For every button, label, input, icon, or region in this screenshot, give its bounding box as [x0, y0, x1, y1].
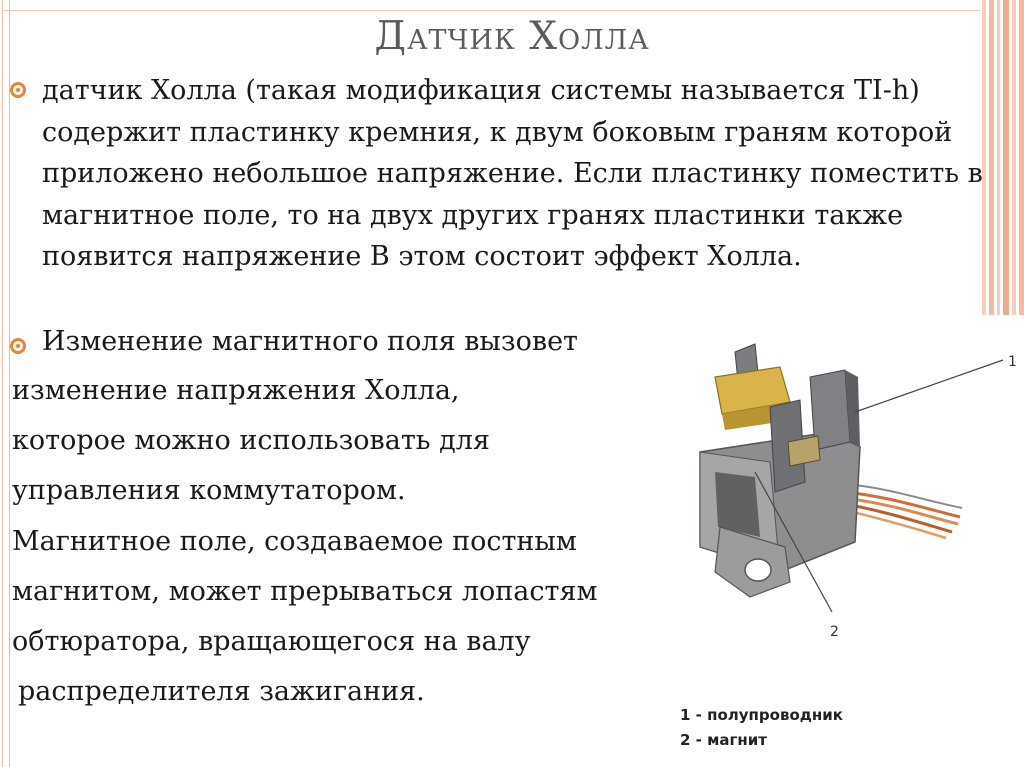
left-border-decoration [2, 0, 10, 767]
sensor-body [700, 344, 860, 597]
paragraph-2-line: изменение напряжения Холла, [12, 375, 460, 406]
bullet-2 [10, 326, 30, 346]
paragraph-2-line: которое можно использовать для [12, 425, 490, 456]
hall-sensor-photo [660, 332, 1020, 762]
paragraph-2-line: управления коммутатором. [12, 475, 406, 506]
paragraph-2-line: Изменение магнитного поля вызовет [42, 326, 578, 357]
legend-item-2: 2 - магнит [680, 731, 767, 749]
callout-2: 2 [830, 624, 839, 640]
bullet-icon [10, 338, 26, 354]
paragraph-2-line: магнитом, может прерываться лопастям [12, 576, 598, 607]
leader-line-1 [855, 360, 1003, 412]
top-border-decoration [2, 0, 980, 11]
paragraph-2-line: Магнитное поле, создаваемое постным [12, 526, 577, 557]
paragraph-hall-sensor [10, 70, 995, 278]
paragraph-2-line: обтюратора, вращающегося на валу [12, 626, 531, 657]
callout-1: 1 [1008, 354, 1017, 370]
legend-item-1: 1 - полупроводник [680, 706, 843, 724]
sensor-wires [845, 484, 962, 538]
slide-title: Датчик Холла [374, 14, 650, 59]
paragraph-2-line: распределителя зажигания. [18, 676, 425, 707]
bullet-icon [10, 82, 26, 98]
paragraph-1-text: датчик Холла (такая модификация системы называется TI-h) содержит пластинку кремния, к двум боковым граням которой приложено небольшое напряжение. Если пластинку поместить в магнитное поле, то на двух других гранях пластинки также появится напряжение В этом состоит эффект Холла. [42, 75, 983, 272]
